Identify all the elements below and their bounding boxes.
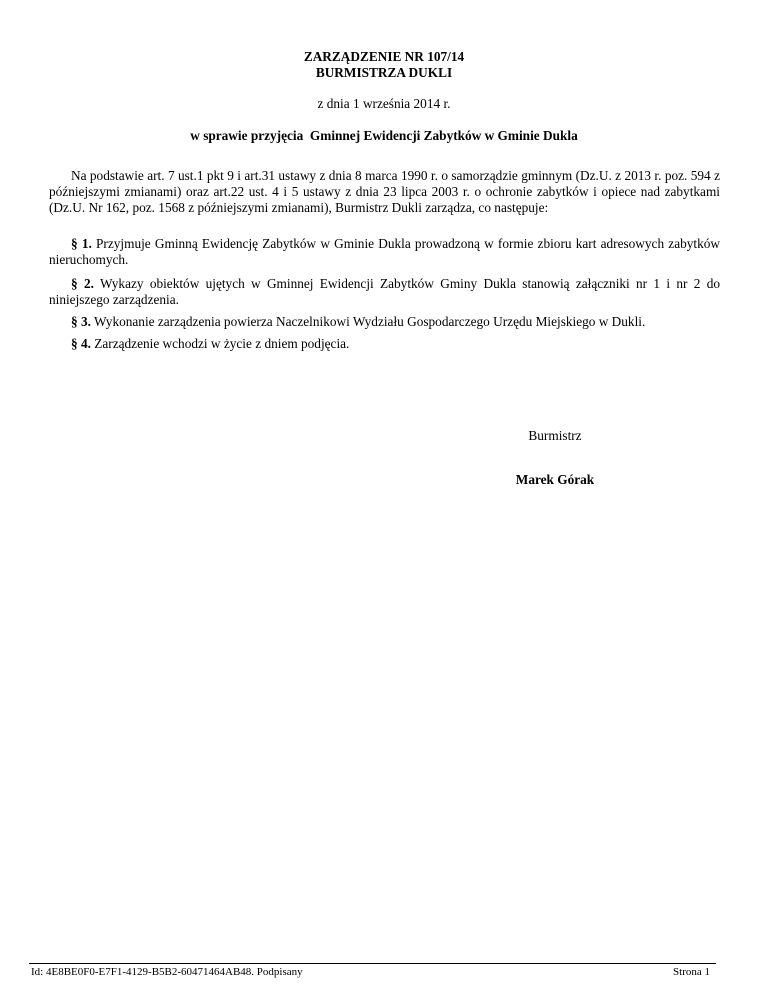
section-2-text: Wykazy obiektów ujętych w Gminnej Ewidencji Zabytków Gminy Dukla stanowią załączniki nr 1 i nr 2 do niniejszego zarządzenia. (49, 276, 720, 307)
footer-divider (29, 963, 716, 964)
section-3-label: § 3. (71, 314, 91, 329)
document-date: z dnia 1 września 2014 r. (317, 96, 451, 111)
preamble-paragraph: Na podstawie art. 7 ust.1 pkt 9 i art.31 ustawy z dnia 8 marca 1990 r. o samorządzie gminnym (Dz.U. z 2013 r. poz. 594 z późniejszymi zmianami) oraz art.22 ust. 4 i 5 ustawy z dnia 23 lipca 2003 r. o ochronie zabytków i opiece nad zabytkami (Dz.U. Nr 162, poz. 1568 z późniejszymi zmianami), Burmistrz Dukli zarządza, co następuje: (49, 168, 720, 215)
section-3-text: Wykonanie zarządzenia powierza Naczelnikowi Wydziału Gospodarczego Urzędu Miejskiego w Dukli. (94, 314, 646, 329)
section-3 (49, 314, 720, 330)
section-2-label: § 2. (71, 276, 94, 291)
section-1 (49, 236, 720, 268)
footer-document-id: Id: 4E8BE0F0-E7F1-4129-B5B2-60471464AB48. Podpisany (31, 966, 303, 978)
document-title-line2: BURMISTRZA DUKLI (315, 65, 453, 80)
footer-page-number: Strona 1 (673, 966, 710, 978)
document-subject: w sprawie przyjęcia Gminnej Ewidencji Zabytków w Gminie Dukla (190, 128, 578, 143)
section-1-label: § 1. (71, 236, 92, 251)
document-title-line1: ZARZĄDZENIE NR 107/14 (303, 49, 465, 64)
signature-role: Burmistrz (528, 428, 582, 443)
section-2 (49, 276, 720, 308)
section-4-label: § 4. (71, 336, 91, 351)
section-4 (49, 336, 720, 352)
section-1-text: Przyjmuje Gminną Ewidencję Zabytków w Gminie Dukla prowadzoną w formie zbioru kart adresowych zabytków nieruchomych. (49, 236, 720, 267)
section-4-text: Zarządzenie wchodzi w życie z dniem podjęcia. (94, 336, 350, 351)
signature-name: Marek Górak (515, 472, 595, 487)
